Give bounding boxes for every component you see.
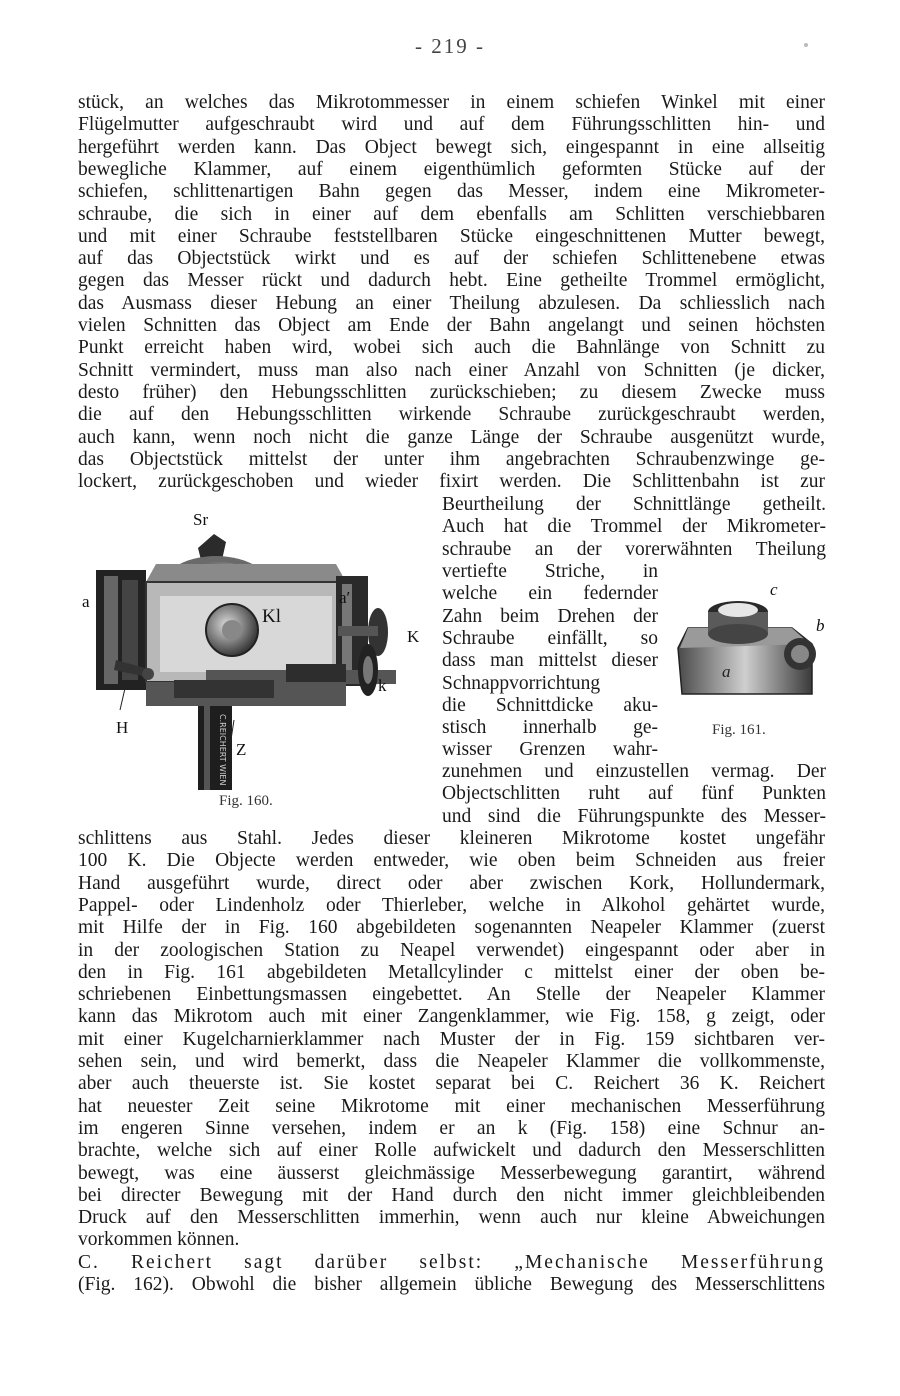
figure-160-label-k-upper: K: [407, 627, 420, 646]
text-line: auf das Objectstück wirkt und es auf der schiefen Schlittenebene etwas: [78, 248, 825, 270]
figure-161-label-b: b: [816, 616, 825, 635]
text-line: vertiefte Striche, in: [442, 561, 658, 582]
text-line: stück, an welches das Mikrotommesser in einem schiefen Winkel mit einer: [78, 92, 825, 113]
figure-160-engraving: C.REICHERT WIEN: [218, 714, 227, 786]
text-line: desto früher) den Hebungsschlitten zurückschieben; zu diesem Zwecke muss: [78, 381, 825, 403]
text-line: im engeren Sinne versehen, indem er an k (Fig. 158) eine Schnur an-: [78, 1117, 825, 1139]
text-line: das Objectstück mittelst der unter ihm angebrachten Schraubenzwinge ge-: [78, 448, 825, 470]
text-line: mit Hilfe der in Fig. 160 abgebildeten sogenannten Neapeler Klammer (zuerst: [78, 917, 825, 939]
text-line: C. Reichert sagt darüber selbst: „Mechanische Messerführung: [78, 1251, 825, 1273]
text-line: Schraube einfällt, so: [442, 627, 658, 649]
text-line: die Schnittdicke aku-: [442, 694, 658, 716]
text-line: mit einer Kugelcharnierklammer nach Muster der in Fig. 159 sichtbaren ver-: [78, 1028, 825, 1050]
text-line: dass man mittelst dieser: [442, 650, 658, 672]
figure-160-label-kl: Kl: [262, 606, 281, 627]
figure-161: [672, 588, 830, 708]
text-line: hat neuester Zeit seine Mikrotome mit einer mechanischen Messerführung: [78, 1095, 825, 1117]
text-line: brachte, welche sich auf einer Rolle aufwickelt und dadurch den Messerschlitten: [78, 1140, 825, 1162]
text-line: und sind die Führungspunkte des Messer-: [442, 805, 826, 827]
text-line: Objectschlitten ruht auf fünf Punkten: [442, 783, 826, 805]
text-line: Hand ausgeführt wurde, direct oder aber zwischen Kork, Hollundermark,: [78, 872, 825, 894]
text-line: schiefen, schlittenartigen Bahn gegen das Messer, indem eine Mikrometer-: [78, 181, 825, 203]
figure-160-label-k-lower: k: [378, 676, 387, 695]
text-line: Flügelmutter aufgeschraubt wird und auf dem Führungsschlitten hin- und: [78, 114, 825, 136]
text-line: Schnitt vermindert, muss man also nach einer Anzahl von Schnitten (je dicker,: [78, 359, 825, 381]
figure-160: [86, 520, 426, 800]
text-line: schraube, die sich in einer auf dem ebenfalls am Schlitten verschiebbaren: [78, 203, 825, 225]
text-line: in der zoologischen Station zu Neapel verwendet) eingespannt oder aber in: [78, 939, 825, 961]
text-line: welche ein federnder: [442, 583, 658, 605]
text-line: vielen Schnitten das Object am Ende der Bahn angelangt und seinen höchsten: [78, 315, 825, 336]
text-line: und mit einer Schraube feststellbaren Stücke eingeschnittenen Mutter bewegt,: [78, 225, 825, 247]
text-line: 100 K. Die Objecte werden entweder, wie oben beim Schneiden aus freier: [78, 850, 825, 872]
figure-161-illustration: [672, 588, 830, 708]
text-line: lockert, zurückgeschoben und wieder fixirt werden. Die Schlittenbahn ist zur: [78, 471, 825, 493]
text-line: sehen sein, und wird bemerkt, dass die Neapeler Klammer die vollkommenste,: [78, 1051, 825, 1072]
text-line: bei directer Bewegung mit der Hand durch den nicht immer gleichbleibenden: [78, 1184, 825, 1206]
text-line: den in Fig. 161 abgebildeten Metallcylinder c mittelst einer der oben be-: [78, 961, 825, 983]
text-line: Beurtheilung der Schnittlänge getheilt.: [442, 494, 826, 515]
figure-161-label-a: a: [722, 662, 731, 681]
figure-161-label-c: c: [770, 580, 778, 599]
text-line: gegen das Messer rückt und dadurch hebt. Eine getheilte Trommel ermöglicht,: [78, 270, 825, 292]
figure-160-label-a-prime: a′: [339, 588, 351, 607]
text-line: Druck auf den Messerschlitten immerhin, wenn auch nur kleine Abweichungen: [78, 1207, 825, 1229]
text-line: Pappel- oder Lindenholz oder Thierleber, welche in Alkohol gehärtet wurde,: [78, 894, 825, 916]
text-line: das Ausmass dieser Hebung an einer Theilung abzulesen. Da schliesslich nach: [78, 292, 825, 314]
figure-160-label-sr: Sr: [193, 510, 209, 529]
scan-speck: [804, 43, 808, 47]
figure-160-caption: Fig. 160.: [219, 793, 273, 809]
figure-160-label-z: Z: [236, 740, 247, 759]
text-line: aber auch theuerste ist. Sie kostet separat bei C. Reichert 36 K. Reichert: [78, 1073, 825, 1095]
text-line: hergeführt werden kann. Das Object bewegt sich, eingespannt in eine allseitig: [78, 136, 825, 158]
page-number: - 219 -: [415, 34, 485, 58]
text-line: zunehmen und einzustellen vermag. Der: [442, 761, 826, 782]
text-line: Schnappvorrichtung: [442, 672, 601, 694]
text-line: Auch hat die Trommel der Mikrometer-: [442, 516, 826, 538]
text-line: Zahn beim Drehen der: [442, 605, 658, 627]
text-line: Punkt erreicht haben wird, wobei sich auch die Bahnlänge von Schnitt zu: [78, 337, 825, 359]
figure-160-label-a: a: [82, 592, 90, 611]
figure-160-label-h: H: [116, 718, 129, 737]
text-line: stisch innerhalb ge-: [442, 717, 658, 739]
text-line: kann das Mikrotom auch mit einer Zangenklammer, wie Fig. 158, g zeigt, oder: [78, 1006, 825, 1028]
text-line: bewegliche Klammer, auf einem eigenthümlich geformten Stücke auf der: [78, 158, 825, 180]
text-line: (Fig. 162). Obwohl die bisher allgemein übliche Bewegung des Messerschlittens: [78, 1274, 825, 1295]
text-line: schlittens aus Stahl. Jedes dieser kleineren Mikrotome kostet ungefähr: [78, 828, 825, 849]
text-line: schraube an der vorerwähnten Theilung: [442, 538, 826, 560]
text-line: vorkommen können.: [78, 1229, 240, 1251]
figure-161-caption: Fig. 161.: [712, 722, 766, 738]
text-line: wisser Grenzen wahr-: [442, 739, 658, 761]
text-line: bewegt, was eine äusserst gleichmässige Messerbewegung garantirt, während: [78, 1162, 825, 1184]
text-line: schriebenen Einbettungsmassen eingebettet. An Stelle der Neapeler Klammer: [78, 984, 825, 1006]
text-line: auch kann, wenn noch nicht die ganze Länge der Schraube ausgenützt wurde,: [78, 426, 825, 448]
figure-160-illustration: [86, 520, 426, 800]
text-line: die auf den Hebungsschlitten wirkende Schraube zurückgeschraubt werden,: [78, 404, 825, 426]
